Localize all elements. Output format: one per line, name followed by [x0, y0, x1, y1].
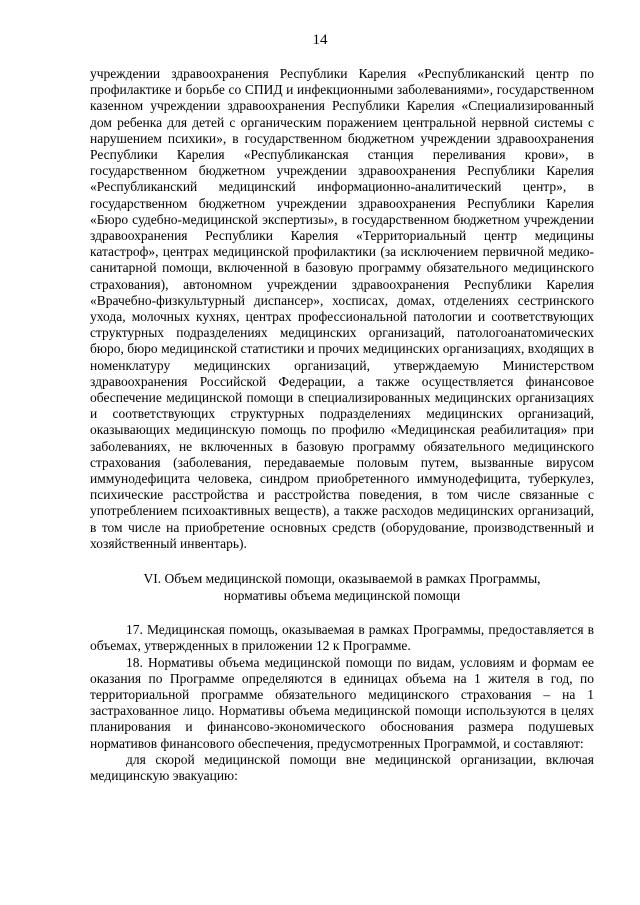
paragraph-18: 18. Нормативы объема медицинской помощи по видам, условиям и формам ее оказания по Программе определяются в единицах объема на 1 жителя в год, по территориальной программе обязательного медицинского страхования – на 1 застрахованное лицо. Нормативы объема медицинской помощи используются в целях планирования и финансово-экономического обоснования размера подушевых нормативов финансового обеспечения, предусмотренных Программой, и составляют: [90, 654, 594, 751]
document-body [90, 66, 594, 784]
section-heading-line-2: нормативы объема медицинской помощи [223, 588, 461, 604]
section-heading-line-1: VI. Объем медицинской помощи, оказываемой в рамках Программы, [143, 571, 541, 587]
paragraph-continued: учреждении здравоохранения Республики Карелия «Республиканский центр по профилактике и борьбе со СПИД и инфекционными заболеваниями», государственном казенном учреждении здравоохранения Республики Карелия «Специализированный дом ребенка для детей с органическим поражением центральной нервной системы с нарушением психики», в государственном бюджетном учреждении здравоохранения Республики Карелия «Республиканская станция переливания крови», в государственном бюджетном учреждении здравоохранения Республики Карелия «Республиканский медицинский информационно-аналитический центр», в государственном бюджетном учреждении здравоохранения Республики Карелия «Бюро судебно-медицинской экспертизы», в государственном бюджетном учреждении здравоохранения Республики Карелия «Территориальный центр медицины катастроф», центрах медицинской профилактики (за исключением первичной медико-санитарной помощи, включенной в базовую программу обязательного медицинского страхования), автономном учреждении здравоохранения Республики Карелия «Врачебно-физкультурный диспансер», хосписах, домах, отделениях сестринского ухода, молочных кухнях, центрах профессиональной патологии и соответствующих структурных подразделениях медицинских организаций, патологоанатомических бюро, бюро медицинской статистики и прочих медицинских организациях, входящих в номенклатуру медицинских организаций, утверждаемую Министерством здравоохранения Российской Федерации, а также осуществляется финансовое обеспечение медицинской помощи в специализированных медицинских организациях и соответствующих структурных подразделениях медицинских организаций, оказывающих медицинскую помощь по профилю «Медицинская реабилитация» при заболеваниях, не включенных в базовую программу обязательного медицинского страхования (заболевания, передаваемые половым путем, вызванные вирусом иммунодефицита человека, синдром приобретенного иммунодефицита, туберкулез, психические расстройства и расстройства поведения, в том числе связанные с употреблением психоактивных веществ), а также расходов медицинских организаций, в том числе на приобретение основных средств (оборудование, производственный и хозяйственный инвентарь). [90, 66, 594, 551]
paragraph-17: 17. Медицинская помощь, оказываемая в рамках Программы, предоставляется в объемах, утвержденных в приложении 12 к Программе. [90, 622, 594, 654]
section-heading [90, 570, 594, 604]
paragraph-ambulance: для скорой медицинской помощи вне медицинской организации, включая медицинскую эвакуацию: [90, 751, 594, 783]
page-number: 14 [312, 32, 328, 48]
